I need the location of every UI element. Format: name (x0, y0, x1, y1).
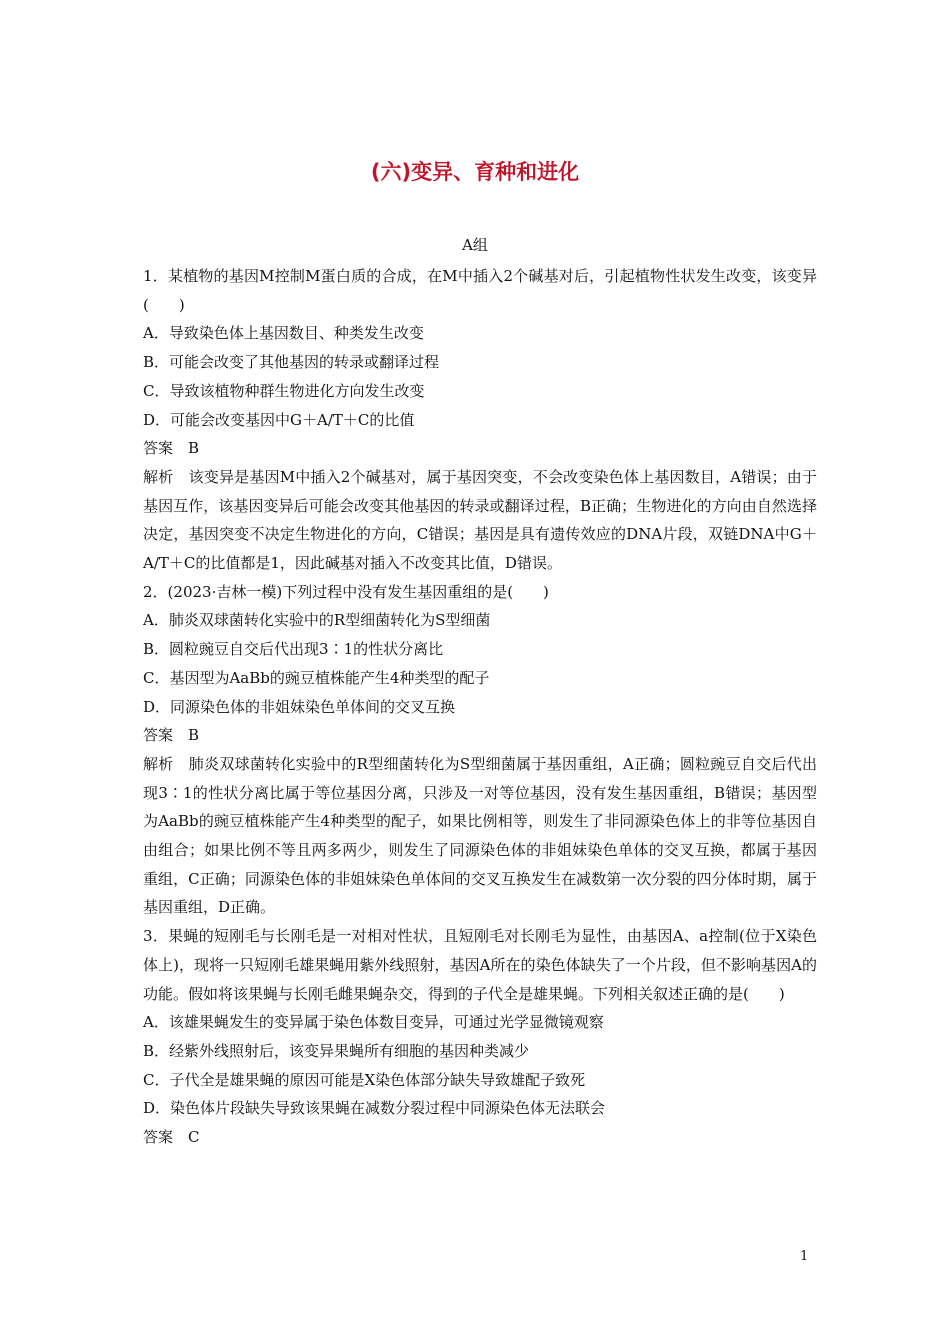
option-b: B．可能会改变了其他基因的转录或翻译过程 (143, 353, 440, 372)
page-title: (六)变异、育种和进化 (370, 160, 580, 184)
answer: 答案 B (143, 439, 200, 458)
option-d: D．同源染色体的非姐妹染色单体间的交叉互换 (143, 697, 456, 716)
question-stem: 3．果蝇的短刚毛与长刚毛是一对相对性状，且短刚毛对长刚毛为显性，由基因A、a控制(位于X染色体上)，现将一只短刚毛雄果蝇用紫外线照射，基因A所在的染色体缺失了一个片段，但不影响基因A的功能。假如将该果蝇与长刚毛雌果蝇杂交，得到的子代全是雄果蝇。下列相关叙述正确的是( ) (143, 927, 817, 1003)
analysis: 解析 该变异是基因M中插入2个碱基对，属于基因突变，不会改变染色体上基因数目，A错误；由于基因互作，该基因变异后可能会改变其他基因的转录或翻译过程，B正确；生物进化的方向由自然选择决定，基因突变不决定生物进化的方向，C错误；基因是具有遗传效应的DNA片段，双链DNA中G＋A/T＋C的比值都是1，因此碱基对插入不改变其比值，D错误。 (143, 467, 817, 573)
option-a: A．该雄果蝇发生的变异属于染色体数目变异，可通过光学显微镜观察 (143, 1013, 604, 1032)
answer: 答案 C (143, 1128, 200, 1147)
analysis: 解析 肺炎双球菌转化实验中的R型细菌转化为S型细菌属于基因重组，A正确；圆粒豌豆自交后代出现3∶1的性状分离比属于等位基因分离，只涉及一对等位基因，没有发生基因重组，B错误；基因型为AaBb的豌豆植株能产生4种类型的配子，如果比例相等，则发生了非同源染色体上的非等位基因自由组合；如果比例不等且两多两少，则发生了同源染色体的非姐妹染色单体的交叉互换，都属于基因重组，C正确；同源染色体的非姐妹染色单体间的交叉互换发生在减数第一次分裂的四分体时期，属于基因重组，D正确。 (143, 754, 817, 917)
question-1 (143, 262, 817, 578)
option-b: B．圆粒豌豆自交后代出现3∶1的性状分离比 (143, 640, 444, 659)
option-c: C．导致该植物种群生物进化方向发生改变 (143, 381, 425, 400)
question-list (143, 262, 817, 1152)
question-stem: 1．某植物的基因M控制M蛋白质的合成，在M中插入2个碱基对后，引起植物性状发生改变，该变异( ) (143, 267, 817, 314)
option-b: B．经紫外线照射后，该变异果蝇所有细胞的基因种类减少 (143, 1041, 530, 1060)
question-2 (143, 578, 817, 922)
answer: 答案 B (143, 726, 200, 745)
option-d: D．染色体片段缺失导致该果蝇在减数分裂过程中同源染色体无法联会 (143, 1099, 606, 1118)
group-label: A组 (462, 236, 488, 254)
option-c: C．子代全是雄果蝇的原因可能是X染色体部分缺失导致雄配子致死 (143, 1070, 586, 1089)
question-3 (143, 922, 817, 1152)
option-d: D．可能会改变基因中G＋A/T＋C的比值 (143, 410, 415, 429)
page-number: 1 (800, 1249, 809, 1264)
question-stem: 2．(2023·吉林一模)下列过程中没有发生基因重组的是( ) (143, 582, 549, 601)
option-c: C．基因型为AaBb的豌豆植株能产生4种类型的配子 (143, 668, 490, 687)
option-a: A．导致染色体上基因数目、种类发生改变 (143, 324, 424, 343)
option-a: A．肺炎双球菌转化实验中的R型细菌转化为S型细菌 (143, 611, 491, 630)
